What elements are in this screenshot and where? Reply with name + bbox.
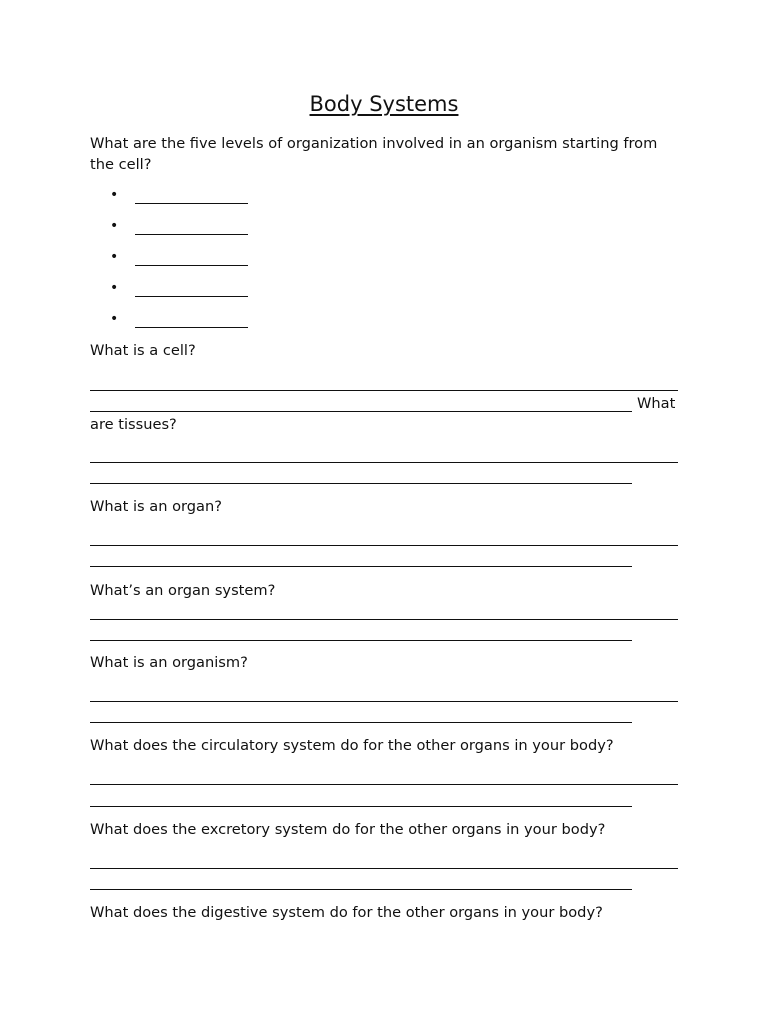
bullet-4: • <box>110 280 119 296</box>
question-organ-system: What’s an organ system? <box>90 582 276 599</box>
question-cell: What is a cell? <box>90 342 196 359</box>
bullet-2: • <box>110 218 119 234</box>
answer-line-circulatory-1[interactable] <box>90 784 678 785</box>
answer-line-organ-system-2[interactable] <box>90 640 632 641</box>
question-tissues-start: What <box>637 395 676 412</box>
question-levels: What are the five levels of organization involved in an organism starting from the cell? <box>90 135 658 173</box>
bullet-5: • <box>110 311 119 327</box>
answer-line-tissues-2[interactable] <box>90 483 632 484</box>
question-organ: What is an organ? <box>90 498 222 515</box>
page-title: Body Systems <box>309 92 459 116</box>
answer-line-circulatory-2[interactable] <box>90 806 632 807</box>
answer-blank-level-1[interactable] <box>135 203 248 204</box>
answer-blank-level-3[interactable] <box>135 265 248 266</box>
question-tissues: are tissues? <box>90 416 177 433</box>
answer-blank-level-2[interactable] <box>135 234 248 235</box>
answer-line-tissues-1[interactable] <box>90 462 678 463</box>
answer-line-organ-system-1[interactable] <box>90 619 678 620</box>
question-excretory: What does the excretory system do for the other organs in your body? <box>90 821 606 838</box>
answer-line-cell-2[interactable] <box>90 411 632 412</box>
answer-line-organ-2[interactable] <box>90 566 632 567</box>
answer-blank-level-4[interactable] <box>135 296 248 297</box>
question-digestive: What does the digestive system do for the other organs in your body? <box>90 904 603 921</box>
question-circulatory: What does the circulatory system do for the other organs in your body? <box>90 737 614 754</box>
answer-line-excretory-2[interactable] <box>90 889 632 890</box>
answer-line-cell-1[interactable] <box>90 390 678 391</box>
bullet-1: • <box>110 187 119 203</box>
answer-line-excretory-1[interactable] <box>90 868 678 869</box>
bullet-3: • <box>110 249 119 265</box>
answer-line-organ-1[interactable] <box>90 545 678 546</box>
answer-blank-level-5[interactable] <box>135 327 248 328</box>
answer-line-organism-1[interactable] <box>90 701 678 702</box>
answer-line-organism-2[interactable] <box>90 722 632 723</box>
question-organism: What is an organism? <box>90 654 248 671</box>
